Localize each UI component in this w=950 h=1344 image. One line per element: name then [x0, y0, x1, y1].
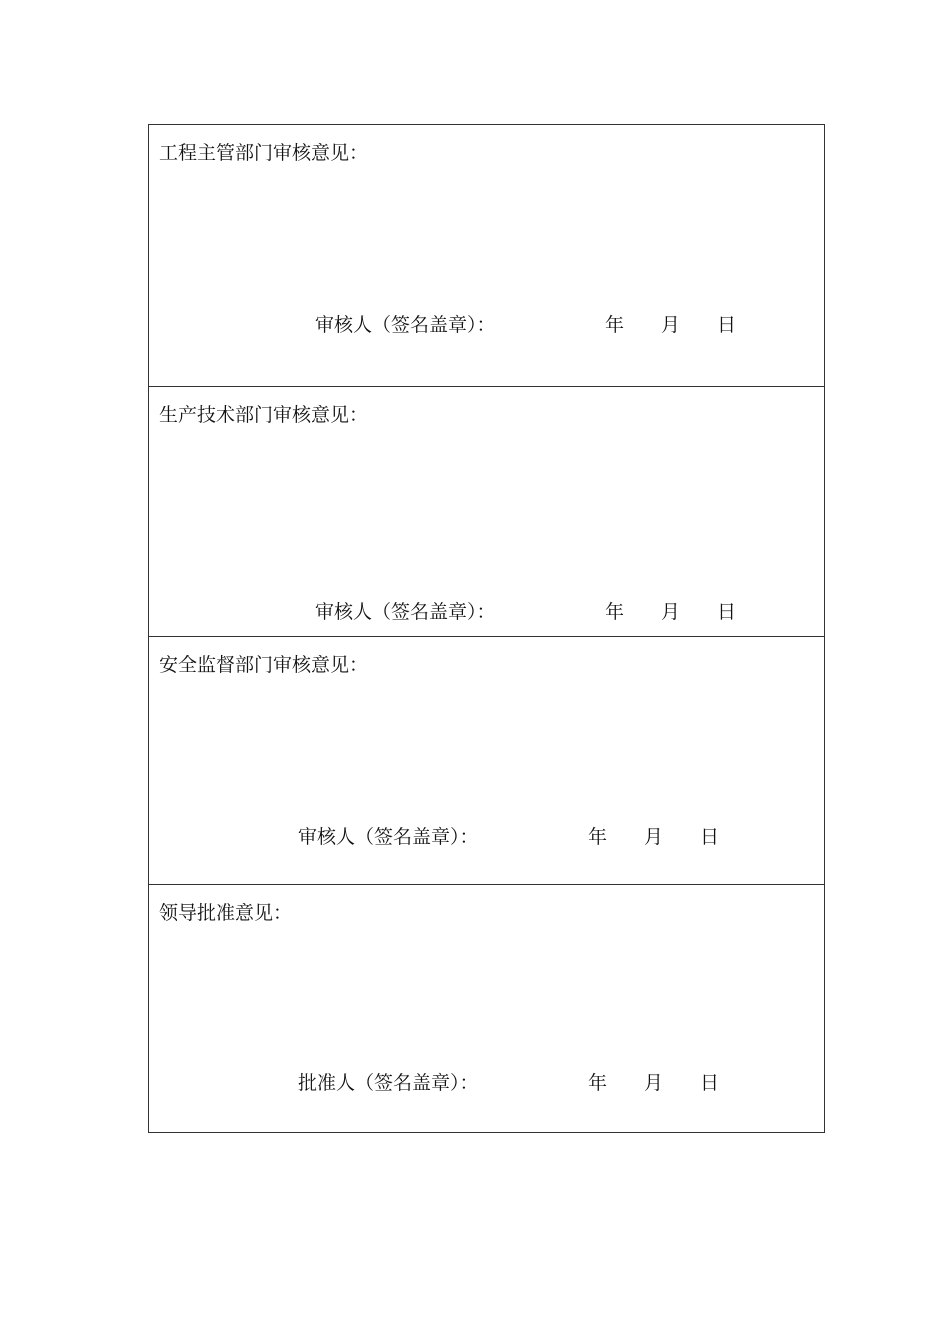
- date-month-label: 月: [644, 826, 664, 848]
- date-day-label: 日: [717, 601, 737, 623]
- date-month-label: 月: [661, 314, 681, 336]
- section-title: 生产技术部门审核意见：: [159, 404, 369, 426]
- signer-label: 审核人（签名盖章）：: [315, 601, 496, 623]
- section-title: 安全监督部门审核意见：: [159, 654, 369, 676]
- engineering-dept-review-section: [149, 125, 824, 386]
- date-year-label: 年: [605, 314, 625, 336]
- signer-label: 审核人（签名盖章）：: [315, 314, 496, 336]
- safety-supervision-dept-review-section: [149, 636, 824, 884]
- date-day-label: 日: [700, 826, 720, 848]
- date-day-label: 日: [717, 314, 737, 336]
- leadership-approval-section: [149, 884, 824, 1132]
- date-year-label: 年: [588, 1072, 608, 1094]
- signer-label: 审核人（签名盖章）：: [298, 826, 479, 848]
- date-month-label: 月: [644, 1072, 664, 1094]
- date-month-label: 月: [661, 601, 681, 623]
- approval-form-table: [148, 124, 825, 1133]
- section-title: 领导批准意见：: [159, 902, 293, 924]
- date-year-label: 年: [605, 601, 625, 623]
- production-tech-dept-review-section: [149, 386, 824, 636]
- signer-label: 批准人（签名盖章）：: [298, 1072, 479, 1094]
- date-day-label: 日: [700, 1072, 720, 1094]
- date-year-label: 年: [588, 826, 608, 848]
- section-title: 工程主管部门审核意见：: [159, 142, 369, 164]
